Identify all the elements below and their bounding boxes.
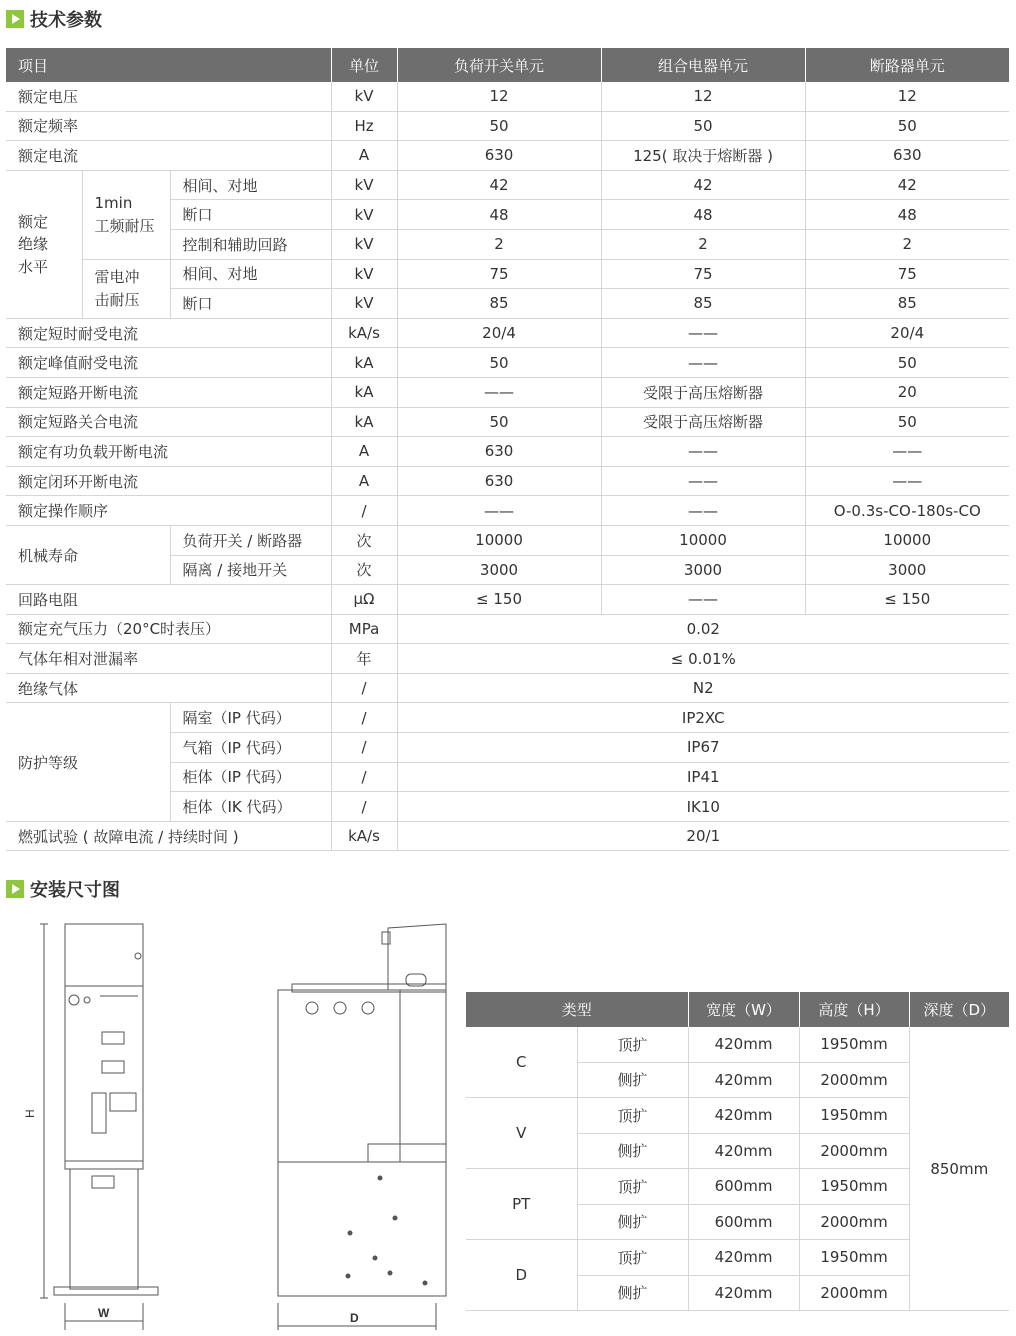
row-label: 断口 xyxy=(170,289,331,319)
row-label: 控制和辅助回路 xyxy=(170,229,331,259)
row-label: 气箱（IP 代码） xyxy=(170,733,331,763)
height-value: 2000mm xyxy=(799,1204,909,1240)
table-row xyxy=(6,525,1009,555)
row-label: 额定频率 xyxy=(6,111,331,141)
table-row xyxy=(466,1027,1009,1062)
row-value: —— xyxy=(601,585,805,615)
width-value: 600mm xyxy=(688,1204,799,1240)
row-value: 2 xyxy=(601,229,805,259)
row-value: 630 xyxy=(397,141,601,171)
header-depth: 深度（D） xyxy=(909,992,1009,1027)
row-value: ≤ 0.01% xyxy=(397,644,1009,674)
dim-header-row xyxy=(466,992,1009,1027)
row-value: —— xyxy=(601,466,805,496)
row-unit: kV xyxy=(331,229,397,259)
row-value: 2 xyxy=(397,229,601,259)
row-value: ≤ 150 xyxy=(397,585,601,615)
row-value: —— xyxy=(397,377,601,407)
row-label: 回路电阻 xyxy=(6,585,331,615)
row-unit: / xyxy=(331,496,397,526)
power-frequency-label: 1min 工频耐压 xyxy=(82,170,170,259)
play-arrow-icon xyxy=(6,880,24,898)
mechanical-life-label: 机械寿命 xyxy=(6,525,170,584)
row-unit: / xyxy=(331,792,397,822)
row-value: —— xyxy=(601,437,805,467)
row-value: —— xyxy=(805,437,1009,467)
install-section-header xyxy=(6,876,120,902)
row-value: —— xyxy=(601,318,805,348)
row-label: 额定短路关合电流 xyxy=(6,407,331,437)
row-label: 额定短时耐受电流 xyxy=(6,318,331,348)
header-type: 类型 xyxy=(466,992,688,1027)
row-label: 柜体（IP 代码） xyxy=(170,762,331,792)
expansion-label: 顶扩 xyxy=(577,1169,688,1205)
row-value: 20/1 xyxy=(397,821,1009,851)
expansion-label: 侧扩 xyxy=(577,1133,688,1169)
row-value: 20 xyxy=(805,377,1009,407)
protection-class-label: 防护等级 xyxy=(6,703,170,821)
row-value: 10000 xyxy=(805,525,1009,555)
row-label: 绝缘气体 xyxy=(6,673,331,703)
row-value: 50 xyxy=(805,111,1009,141)
row-value: 75 xyxy=(601,259,805,289)
table-row xyxy=(6,821,1009,851)
row-value: 50 xyxy=(805,348,1009,378)
row-unit: μΩ xyxy=(331,585,397,615)
row-value: 630 xyxy=(397,466,601,496)
front-view-drawing xyxy=(20,918,160,1333)
row-value: 85 xyxy=(601,289,805,319)
header-width: 宽度（W） xyxy=(688,992,799,1027)
width-value: 420mm xyxy=(688,1062,799,1098)
lightning-impulse-label: 雷电冲 击耐压 xyxy=(82,259,170,318)
row-unit: kA xyxy=(331,407,397,437)
row-value: —— xyxy=(601,496,805,526)
depth-dim-label: D xyxy=(350,1311,359,1325)
expansion-label: 顶扩 xyxy=(577,1027,688,1062)
row-unit: / xyxy=(331,673,397,703)
row-unit: A xyxy=(331,466,397,496)
expansion-label: 顶扩 xyxy=(577,1240,688,1276)
row-label: 额定操作顺序 xyxy=(6,496,331,526)
table-row xyxy=(6,673,1009,703)
header-unit: 单位 xyxy=(331,48,397,82)
row-value: 125( 取决于熔断器 ) xyxy=(601,141,805,171)
height-dim-label: H xyxy=(23,1109,37,1118)
row-value: 85 xyxy=(397,289,601,319)
row-label: 气体年相对泄漏率 xyxy=(6,644,331,674)
row-value: 50 xyxy=(397,111,601,141)
specs-section-header xyxy=(6,6,102,32)
row-label: 燃弧试验 ( 故障电流 / 持续时间 ) xyxy=(6,821,331,851)
height-value: 1950mm xyxy=(799,1098,909,1134)
row-value: IP41 xyxy=(397,762,1009,792)
height-value: 2000mm xyxy=(799,1275,909,1311)
width-value: 420mm xyxy=(688,1240,799,1276)
play-arrow-icon xyxy=(6,10,24,28)
row-unit: 次 xyxy=(331,525,397,555)
row-label: 隔室（IP 代码） xyxy=(170,703,331,733)
row-value: 48 xyxy=(601,200,805,230)
row-value: 0.02 xyxy=(397,614,1009,644)
expansion-label: 侧扩 xyxy=(577,1275,688,1311)
width-value: 420mm xyxy=(688,1027,799,1062)
row-label: 柜体（IK 代码） xyxy=(170,792,331,822)
header-combined: 组合电器单元 xyxy=(601,48,805,82)
width-dim-label: W xyxy=(98,1306,110,1320)
row-unit: kV xyxy=(331,82,397,111)
table-row xyxy=(6,318,1009,348)
table-row xyxy=(6,585,1009,615)
row-value: —— xyxy=(397,496,601,526)
row-label: 断口 xyxy=(170,200,331,230)
row-value: 12 xyxy=(601,82,805,111)
row-unit: / xyxy=(331,762,397,792)
row-unit: 年 xyxy=(331,644,397,674)
row-value: IP2XC xyxy=(397,703,1009,733)
height-value: 2000mm xyxy=(799,1062,909,1098)
header-height: 高度（H） xyxy=(799,992,909,1027)
table-row xyxy=(6,496,1009,526)
row-value: 630 xyxy=(397,437,601,467)
row-label: 额定电流 xyxy=(6,141,331,171)
row-label: 额定短路开断电流 xyxy=(6,377,331,407)
row-value: 75 xyxy=(397,259,601,289)
table-row xyxy=(6,111,1009,141)
expansion-label: 侧扩 xyxy=(577,1204,688,1240)
row-value: 3000 xyxy=(601,555,805,585)
height-value: 1950mm xyxy=(799,1240,909,1276)
side-view-drawing xyxy=(270,918,460,1333)
row-value: 20/4 xyxy=(805,318,1009,348)
row-value: 50 xyxy=(397,407,601,437)
row-unit: A xyxy=(331,437,397,467)
row-value: 10000 xyxy=(397,525,601,555)
specs-title: 技术参数 xyxy=(30,10,102,31)
row-value: 42 xyxy=(601,170,805,200)
row-label: 负荷开关 / 断路器 xyxy=(170,525,331,555)
dimension-table xyxy=(466,992,1009,1311)
row-value: 3000 xyxy=(397,555,601,585)
row-value: —— xyxy=(601,348,805,378)
row-label: 隔离 / 接地开关 xyxy=(170,555,331,585)
table-row xyxy=(6,437,1009,467)
expansion-label: 侧扩 xyxy=(577,1062,688,1098)
row-value: 受限于高压熔断器 xyxy=(601,377,805,407)
row-unit: / xyxy=(331,733,397,763)
row-value: 85 xyxy=(805,289,1009,319)
spec-table xyxy=(6,48,1009,851)
row-label: 额定峰值耐受电流 xyxy=(6,348,331,378)
height-value: 1950mm xyxy=(799,1027,909,1062)
row-unit: kV xyxy=(331,200,397,230)
row-label: 额定电压 xyxy=(6,82,331,111)
width-value: 600mm xyxy=(688,1169,799,1205)
row-value: 50 xyxy=(397,348,601,378)
table-row xyxy=(6,703,1009,733)
row-unit: kA/s xyxy=(331,318,397,348)
table-row xyxy=(6,466,1009,496)
row-label: 相间、对地 xyxy=(170,170,331,200)
row-value: 2 xyxy=(805,229,1009,259)
row-unit: kA xyxy=(331,348,397,378)
row-unit: A xyxy=(331,141,397,171)
row-value: N2 xyxy=(397,673,1009,703)
height-value: 1950mm xyxy=(799,1169,909,1205)
spec-header-row xyxy=(6,48,1009,82)
width-value: 420mm xyxy=(688,1098,799,1134)
height-value: 2000mm xyxy=(799,1133,909,1169)
row-value: 12 xyxy=(805,82,1009,111)
type-label: C xyxy=(466,1027,577,1098)
row-label: 相间、对地 xyxy=(170,259,331,289)
expansion-label: 顶扩 xyxy=(577,1098,688,1134)
depth-value: 850mm xyxy=(909,1027,1009,1311)
table-row xyxy=(6,141,1009,171)
row-value: 50 xyxy=(601,111,805,141)
row-unit: Hz xyxy=(331,111,397,141)
row-unit: kV xyxy=(331,289,397,319)
width-value: 420mm xyxy=(688,1275,799,1311)
header-load-switch: 负荷开关单元 xyxy=(397,48,601,82)
row-value: IP67 xyxy=(397,733,1009,763)
row-value: 48 xyxy=(397,200,601,230)
table-row xyxy=(6,644,1009,674)
row-value: 42 xyxy=(397,170,601,200)
row-value: O-0.3s-CO-180s-CO xyxy=(805,496,1009,526)
row-unit: 次 xyxy=(331,555,397,585)
row-value: 10000 xyxy=(601,525,805,555)
row-label: 额定有功负载开断电流 xyxy=(6,437,331,467)
row-value: 48 xyxy=(805,200,1009,230)
row-value: 42 xyxy=(805,170,1009,200)
insulation-group-label: 额定 绝缘 水平 xyxy=(6,170,82,318)
type-label: V xyxy=(466,1098,577,1169)
row-unit: MPa xyxy=(331,614,397,644)
type-label: PT xyxy=(466,1169,577,1240)
header-item: 项目 xyxy=(6,48,331,82)
table-row xyxy=(6,614,1009,644)
row-label: 额定充气压力（20°C时表压） xyxy=(6,614,331,644)
width-value: 420mm xyxy=(688,1133,799,1169)
table-row xyxy=(6,259,1009,289)
table-row xyxy=(6,377,1009,407)
table-row xyxy=(6,348,1009,378)
header-breaker: 断路器单元 xyxy=(805,48,1009,82)
row-unit: kA xyxy=(331,377,397,407)
row-value: —— xyxy=(805,466,1009,496)
row-value: ≤ 150 xyxy=(805,585,1009,615)
table-row xyxy=(6,82,1009,111)
row-value: IK10 xyxy=(397,792,1009,822)
row-unit: kA/s xyxy=(331,821,397,851)
type-label: D xyxy=(466,1240,577,1311)
row-value: 630 xyxy=(805,141,1009,171)
row-value: 3000 xyxy=(805,555,1009,585)
row-unit: kV xyxy=(331,170,397,200)
row-value: 75 xyxy=(805,259,1009,289)
row-value: 12 xyxy=(397,82,601,111)
row-value: 20/4 xyxy=(397,318,601,348)
install-title: 安装尺寸图 xyxy=(30,880,120,901)
table-row xyxy=(6,407,1009,437)
row-value: 受限于高压熔断器 xyxy=(601,407,805,437)
row-unit: kV xyxy=(331,259,397,289)
row-label: 额定闭环开断电流 xyxy=(6,466,331,496)
row-unit: / xyxy=(331,703,397,733)
row-value: 50 xyxy=(805,407,1009,437)
table-row xyxy=(6,170,1009,200)
